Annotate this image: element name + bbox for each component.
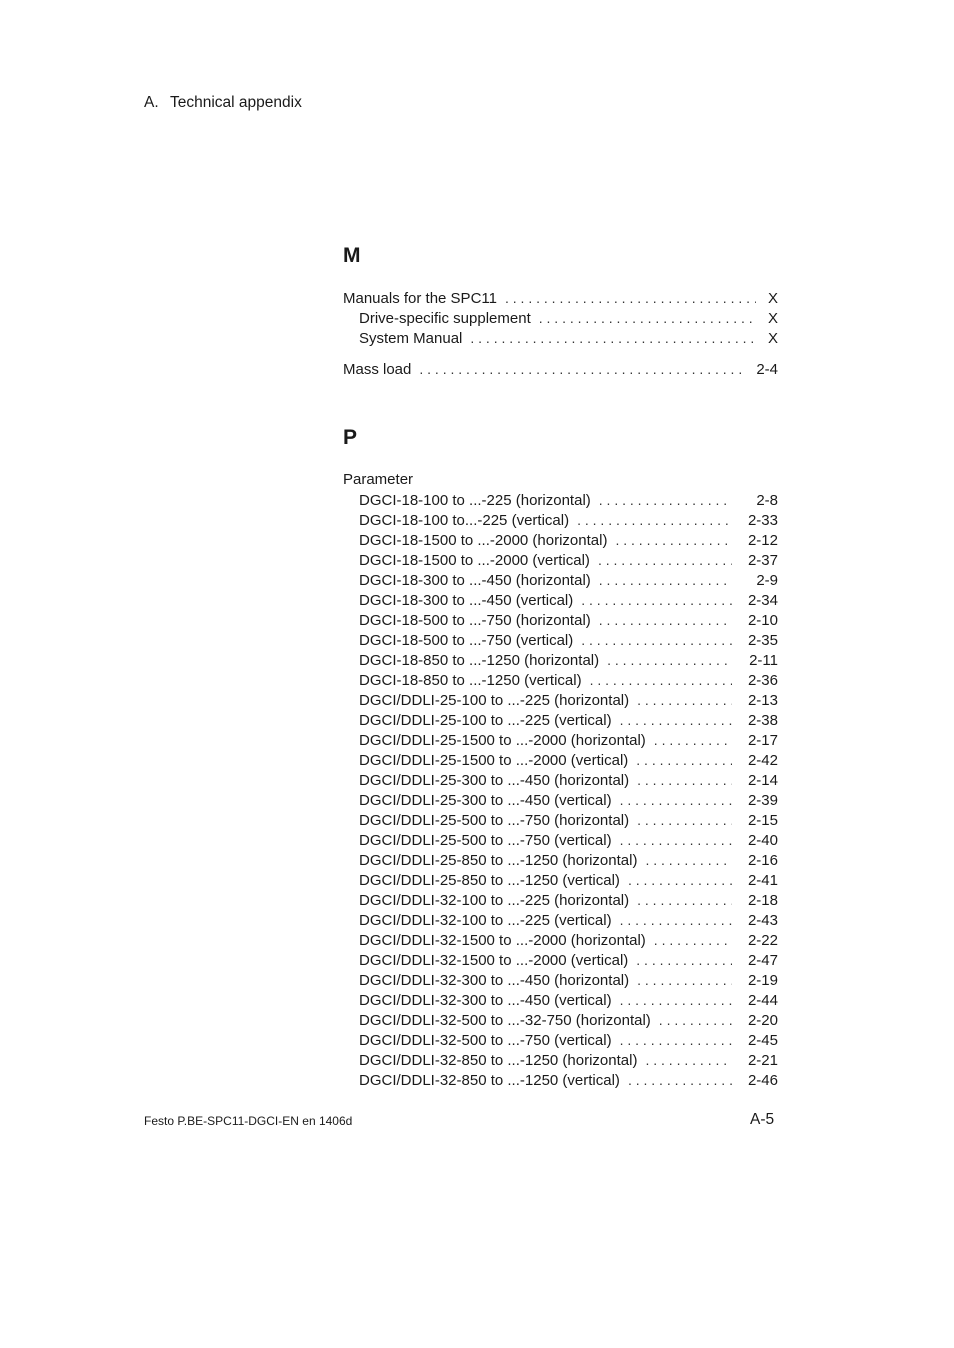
entry-page: 2-8 [756, 492, 778, 509]
entry-page: 2-4 [756, 361, 778, 378]
leader-dots [470, 328, 756, 348]
entry-label: DGCI/DDLI-32-1500 to ...-2000 (horizontal) [359, 932, 646, 949]
leader-dots [620, 710, 732, 730]
leader-dots [654, 730, 732, 750]
entry-label: DGCI/DDLI-25-850 to ...-1250 (horizontal) [359, 852, 638, 869]
entry-page: 2-14 [747, 772, 778, 789]
entry-page: 2-41 [747, 872, 778, 889]
index-subentry [343, 870, 778, 890]
entry-label: DGCI/DDLI-25-300 to ...-450 (horizontal) [359, 772, 630, 789]
index-subentry [343, 510, 778, 530]
entry-page: 2-35 [747, 632, 778, 649]
index-subentry [343, 810, 778, 830]
entry-label: DGCI-18-300 to ...-450 (horizontal) [359, 572, 591, 589]
leader-dots [505, 288, 756, 308]
index-subentry [343, 670, 778, 690]
index-subentry [343, 630, 778, 650]
leader-dots [636, 750, 732, 770]
leader-dots [620, 790, 732, 810]
entry-page: 2-39 [747, 792, 778, 809]
index-subentry [343, 910, 778, 930]
leader-dots [590, 670, 732, 690]
index-subentry [343, 1070, 778, 1090]
entry-label: DGCI/DDLI-25-1500 to ...-2000 (horizontal) [359, 732, 646, 749]
entry-page: 2-22 [747, 932, 778, 949]
entry-page: 2-43 [747, 912, 778, 929]
chapter-title: Technical appendix [170, 94, 302, 111]
leader-dots [637, 810, 732, 830]
entry-page: 2-11 [749, 652, 778, 669]
entry-label: DGCI/DDLI-32-500 to ...-750 (vertical) [359, 1032, 612, 1049]
entry-page: X [767, 330, 778, 347]
index-subentry [343, 490, 778, 510]
index-subentry [343, 990, 778, 1010]
entry-label: Parameter [343, 471, 414, 488]
leader-dots [581, 630, 732, 650]
entry-page: 2-40 [747, 832, 778, 849]
entry-page: X [767, 290, 778, 307]
entry-label: DGCI-18-1500 to ...-2000 (vertical) [359, 552, 590, 569]
entry-label: DGCI/DDLI-25-1500 to ...-2000 (vertical) [359, 752, 629, 769]
entry-label: DGCI/DDLI-25-850 to ...-1250 (vertical) [359, 872, 620, 889]
index-letter-heading: P [343, 426, 358, 449]
leader-dots [615, 530, 732, 550]
index-subentry [343, 590, 778, 610]
entry-label: Drive-specific supplement [359, 310, 531, 327]
entry-label: DGCI-18-100 to ...-225 (horizontal) [359, 492, 591, 509]
entry-label: DGCI-18-850 to ...-1250 (vertical) [359, 672, 582, 689]
entry-page: 2-46 [747, 1072, 778, 1089]
index-subentry [343, 328, 778, 348]
entry-label: DGCI/DDLI-32-100 to ...-225 (vertical) [359, 912, 612, 929]
leader-dots [539, 308, 756, 328]
index-subentry [343, 930, 778, 950]
entry-page: 2-42 [747, 752, 778, 769]
entry-page: 2-17 [747, 732, 778, 749]
entry-label: DGCI/DDLI-32-850 to ...-1250 (vertical) [359, 1072, 620, 1089]
entry-label: Manuals for the SPC11 [343, 290, 497, 307]
entry-page: 2-18 [747, 892, 778, 909]
index-subentry [343, 610, 778, 630]
index-subentry [343, 850, 778, 870]
entry-page: 2-45 [747, 1032, 778, 1049]
entry-page: 2-19 [747, 972, 778, 989]
leader-dots [581, 590, 732, 610]
index-subentry [343, 770, 778, 790]
entry-page: 2-13 [747, 692, 778, 709]
index-subentry [343, 950, 778, 970]
leader-dots [598, 550, 732, 570]
entry-page: 2-47 [747, 952, 778, 969]
index-subentry [343, 1030, 778, 1050]
leader-dots [599, 570, 732, 590]
index-entry-heading [343, 470, 778, 490]
entry-page: 2-15 [747, 812, 778, 829]
index-section-p [343, 426, 778, 1090]
leader-dots [620, 910, 732, 930]
parameter-subentries [343, 490, 778, 1090]
entry-page: 2-20 [747, 1012, 778, 1029]
leader-dots [620, 1030, 732, 1050]
entry-page: X [767, 310, 778, 327]
entry-page: 2-33 [747, 512, 778, 529]
entry-page: 2-36 [747, 672, 778, 689]
entry-page: 2-38 [747, 712, 778, 729]
entry-label: Mass load [343, 361, 412, 378]
index-subentry [343, 750, 778, 770]
leader-dots [637, 890, 732, 910]
index-subentry [343, 550, 778, 570]
index-subentry [343, 690, 778, 710]
index-subentry [343, 1050, 778, 1070]
entry-label: DGCI/DDLI-32-300 to ...-450 (horizontal) [359, 972, 630, 989]
entry-page: 2-21 [747, 1052, 778, 1069]
index-entry [343, 288, 778, 308]
leader-dots [620, 990, 732, 1010]
index-subentry [343, 570, 778, 590]
leader-dots [659, 1010, 732, 1030]
entry-page: 2-12 [747, 532, 778, 549]
entry-page: 2-16 [747, 852, 778, 869]
entry-label: DGCI/DDLI-25-500 to ...-750 (vertical) [359, 832, 612, 849]
entry-label: DGCI-18-300 to ...-450 (vertical) [359, 592, 574, 609]
leader-dots [636, 950, 732, 970]
index-subentry [343, 890, 778, 910]
index-subentry [343, 830, 778, 850]
running-header [144, 94, 302, 112]
index-subentry [343, 790, 778, 810]
entry-label: DGCI/DDLI-32-850 to ...-1250 (horizontal) [359, 1052, 638, 1069]
entry-label: DGCI-18-500 to ...-750 (vertical) [359, 632, 574, 649]
leader-dots [577, 510, 732, 530]
chapter-number: A. [144, 94, 159, 111]
leader-dots [628, 870, 732, 890]
entry-page: 2-10 [747, 612, 778, 629]
index-subentry [343, 308, 778, 328]
entry-label: DGCI/DDLI-25-300 to ...-450 (vertical) [359, 792, 612, 809]
leader-dots [419, 359, 746, 379]
index-subentry [343, 710, 778, 730]
entry-label: DGCI/DDLI-32-500 to ...-32-750 (horizontal) [359, 1012, 651, 1029]
entry-label: DGCI-18-1500 to ...-2000 (horizontal) [359, 532, 608, 549]
leader-dots [637, 970, 732, 990]
footer-document-id: Festo P.BE-SPC11-DGCI-EN en 1406d [144, 1114, 353, 1128]
entry-label: DGCI-18-100 to...-225 (vertical) [359, 512, 570, 529]
footer-page-number: A-5 [750, 1111, 775, 1128]
index-subentry [343, 530, 778, 550]
entry-label: DGCI/DDLI-32-100 to ...-225 (horizontal) [359, 892, 630, 909]
leader-dots [620, 830, 732, 850]
entry-label: DGCI/DDLI-25-100 to ...-225 (horizontal) [359, 692, 630, 709]
leader-dots [645, 1050, 732, 1070]
entry-label: DGCI-18-500 to ...-750 (horizontal) [359, 612, 591, 629]
entry-label: DGCI/DDLI-25-100 to ...-225 (vertical) [359, 712, 612, 729]
leader-dots [599, 490, 732, 510]
entry-label: DGCI/DDLI-32-1500 to ...-2000 (vertical) [359, 952, 629, 969]
entry-label: DGCI/DDLI-25-500 to ...-750 (horizontal) [359, 812, 630, 829]
entry-page: 2-34 [747, 592, 778, 609]
leader-dots [654, 930, 732, 950]
index-subentry [343, 1010, 778, 1030]
index-subentry [343, 730, 778, 750]
leader-dots [628, 1070, 732, 1090]
entry-label: DGCI-18-850 to ...-1250 (horizontal) [359, 652, 600, 669]
leader-dots [637, 690, 732, 710]
entry-label: DGCI/DDLI-32-300 to ...-450 (vertical) [359, 992, 612, 1009]
leader-dots [599, 610, 732, 630]
index-letter-heading: M [343, 244, 361, 267]
entry-label: System Manual [359, 330, 463, 347]
leader-dots [645, 850, 732, 870]
entry-page: 2-37 [747, 552, 778, 569]
leader-dots [607, 650, 732, 670]
entry-page: 2-44 [747, 992, 778, 1009]
index-section-m [343, 244, 778, 379]
index-subentry [343, 970, 778, 990]
leader-dots [637, 770, 732, 790]
entry-page: 2-9 [756, 572, 778, 589]
index-entry [343, 359, 778, 379]
index-subentry [343, 650, 778, 670]
